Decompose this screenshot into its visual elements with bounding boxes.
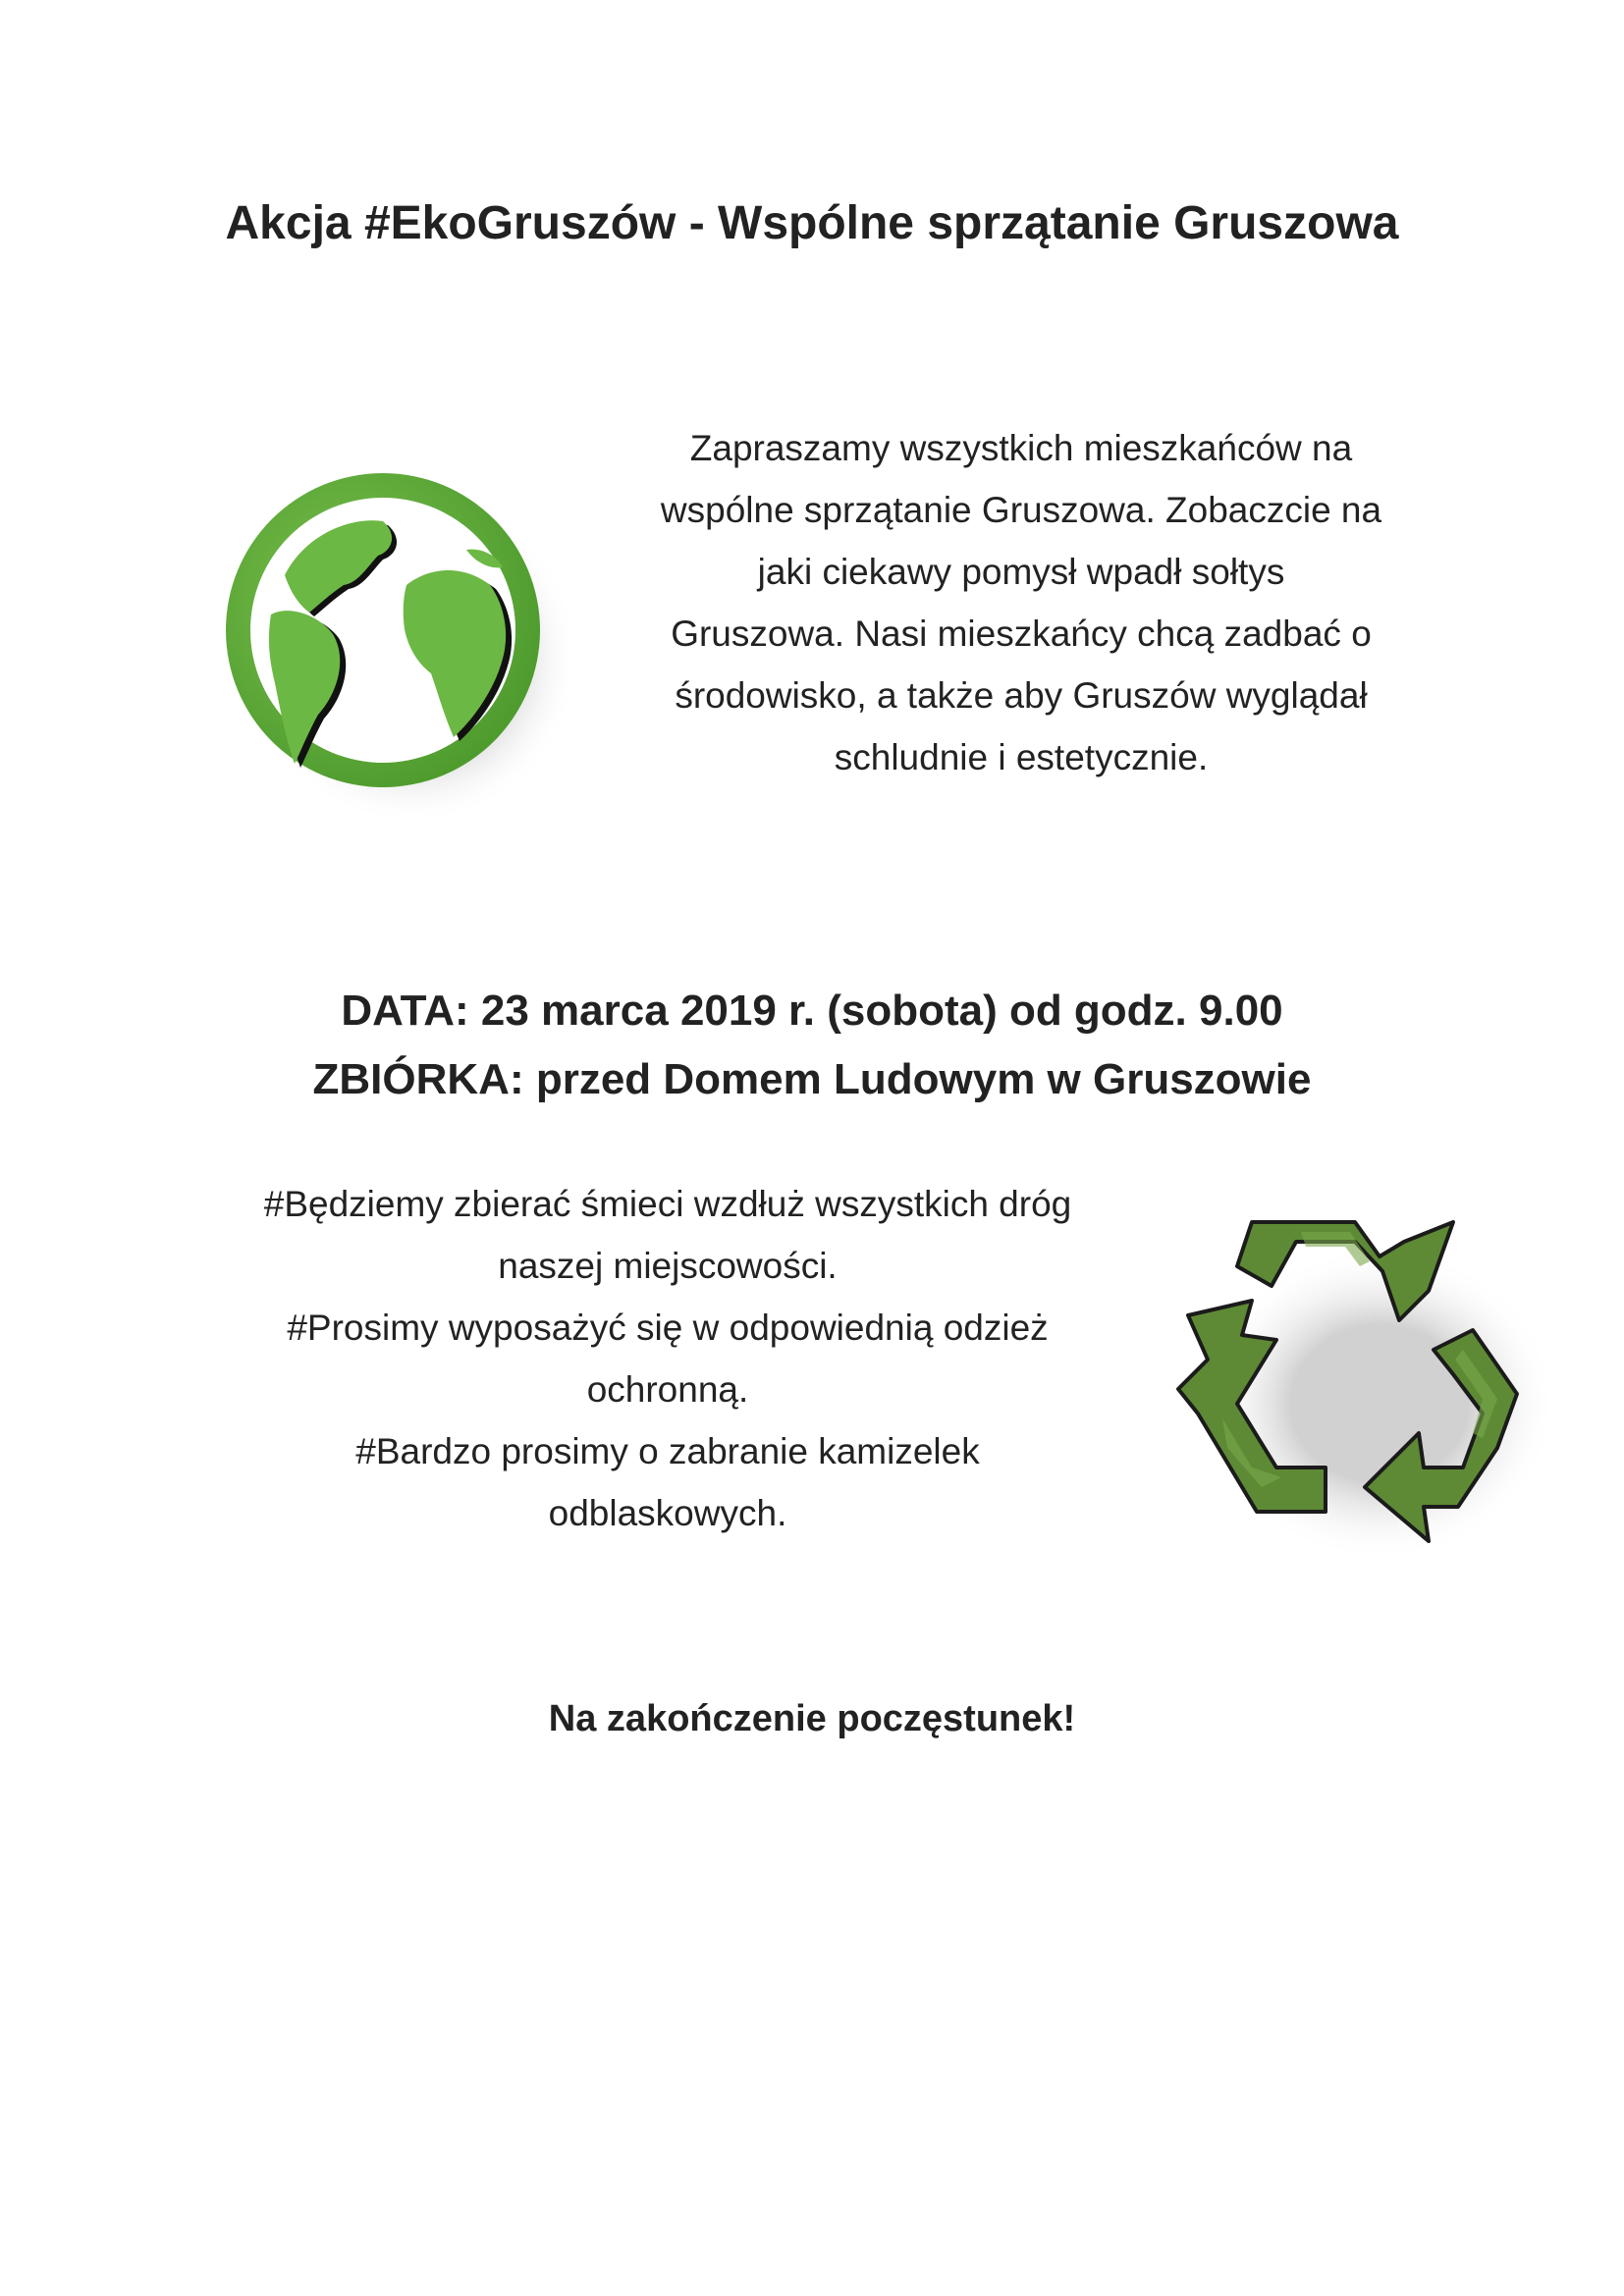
notes-line: odblaskowych.	[548, 1493, 787, 1533]
notes-line: #Będziemy zbierać śmieci wzdłuż wszystkich dróg	[263, 1184, 1072, 1224]
intro-line: wspólne sprzątanie Gruszowa. Zobaczcie na	[660, 490, 1382, 530]
intro-line: schludnie i estetycznie.	[834, 737, 1209, 777]
intro-line: Zapraszamy wszystkich mieszkańców na	[689, 428, 1353, 468]
intro-line: środowisko, a także aby Gruszów wyglądał	[675, 675, 1368, 716]
closing-note: Na zakończenie poczęstunek!	[548, 1698, 1076, 1739]
page-title: Akcja #EkoGruszów - Wspólne sprzątanie Gruszowa	[225, 197, 1399, 249]
event-details	[0, 977, 1624, 1114]
intro-text	[628, 417, 1414, 788]
intro-line: Gruszowa. Nasi mieszkańcy chcą zadbać o	[671, 614, 1372, 654]
notes-line: #Prosimy wyposażyć się w odpowiednią odzież	[287, 1308, 1049, 1348]
notes-line: ochronną.	[586, 1369, 749, 1410]
event-date: DATA: 23 marca 2019 r. (sobota) od godz. 9.00	[341, 987, 1283, 1035]
notes-line: #Bardzo prosimy o zabranie kamizelek	[355, 1431, 980, 1471]
event-meeting-point: ZBIÓRKA: przed Domem Ludowym w Gruszowie	[312, 1055, 1312, 1103]
globe-icon	[216, 461, 569, 825]
notes-text	[196, 1173, 1139, 1544]
recycle-icon	[1168, 1193, 1561, 1566]
intro-line: jaki ciekawy pomysł wpadł sołtys	[757, 552, 1285, 592]
notes-line: naszej miejscowości.	[498, 1246, 838, 1286]
